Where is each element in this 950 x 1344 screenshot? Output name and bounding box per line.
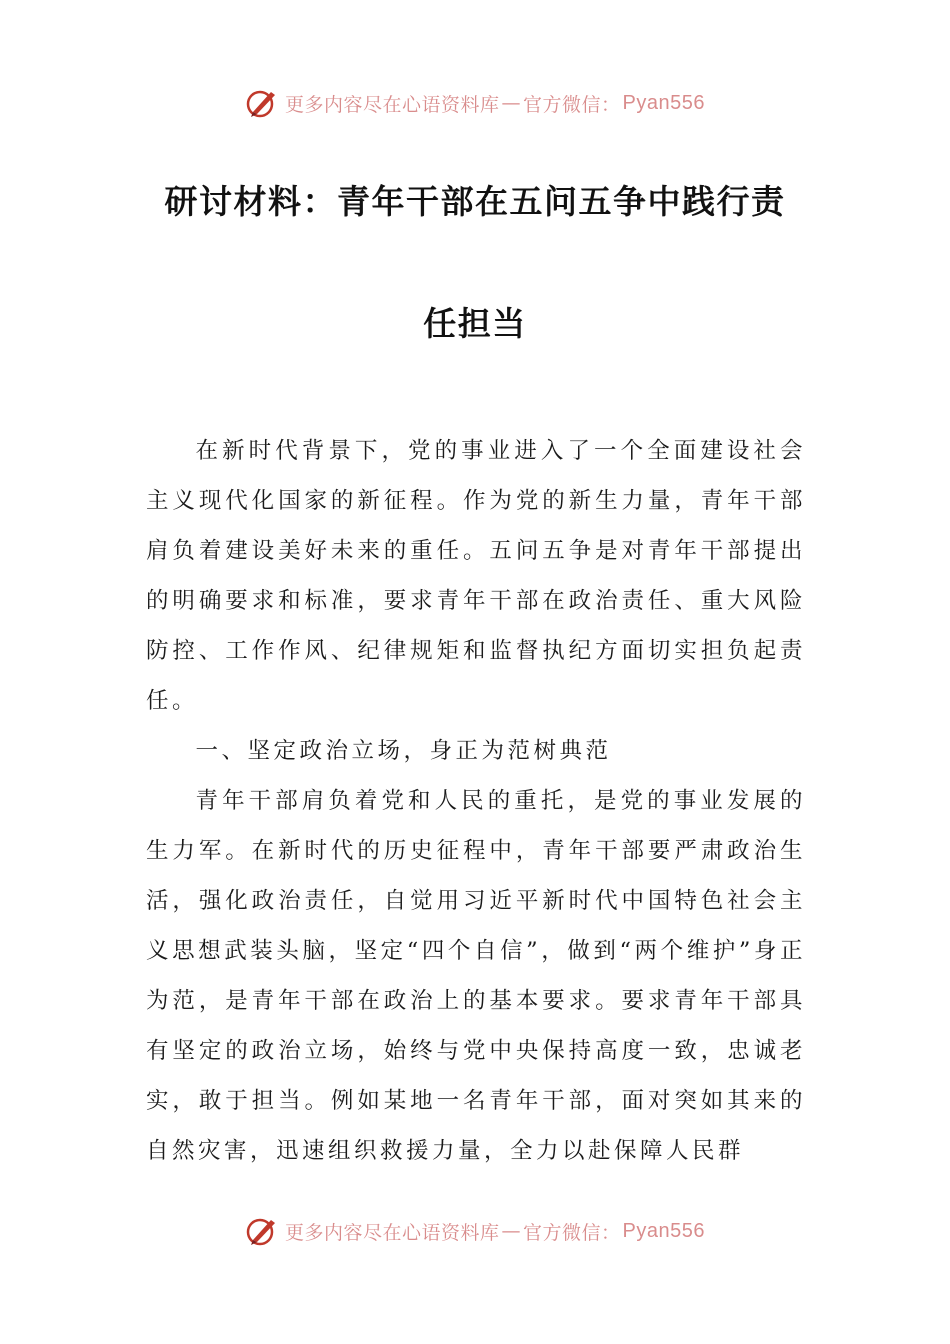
watermark-header	[0, 86, 950, 120]
paragraph-section-1: 青年干部肩负着党和人民的重托，是党的事业发展的生力军。在新时代的历史征程中，青年干部要严肃政治生活，强化政治责任，自觉用习近平新时代中国特色社会主义思想武装头脑，坚定“四个自信”，做到“两个维护”身正为范，是青年干部在政治上的基本要求。要求青年干部具有坚定的政治立场，始终与党中央保持高度一致，忠诚老实，敢于担当。例如某地一名青年干部，面对突如其来的自然灾害，迅速组织救援力量，全力以赴保障人民群	[146, 788, 806, 1164]
watermark-brand: 更多内容尽在心语资料库	[285, 1221, 500, 1244]
watermark-wechat-id: Pyan556	[622, 1219, 705, 1242]
document-title-line2: 任担当	[423, 304, 527, 343]
document-title-line1: 研讨材料：青年干部在五问五争中践行责	[164, 182, 786, 221]
watermark-separator: —	[501, 1220, 522, 1242]
watermark-official-label: 官方微信：	[523, 93, 621, 116]
pen-logo-icon	[245, 1214, 279, 1248]
paragraph-intro: 在新时代背景下，党的事业进入了一个全面建设社会主义现代化国家的新征程。作为党的新生力量，青年干部肩负着建设美好未来的重任。五问五争是对青年干部提出的明确要求和标准，要求青年干部在政治责任、重大风险防控、工作作风、纪律规矩和监督执纪方面切实担负起责任。	[146, 438, 806, 714]
section-heading-1: 一、坚定政治立场，身正为范树典范	[195, 738, 612, 764]
pen-logo-icon	[245, 86, 279, 120]
watermark-separator: —	[501, 92, 522, 114]
watermark-brand: 更多内容尽在心语资料库	[285, 93, 500, 116]
watermark-official-label: 官方微信：	[523, 1221, 621, 1244]
document-body	[146, 426, 806, 1176]
watermark-wechat-id: Pyan556	[622, 91, 705, 114]
watermark-footer	[0, 1214, 950, 1248]
